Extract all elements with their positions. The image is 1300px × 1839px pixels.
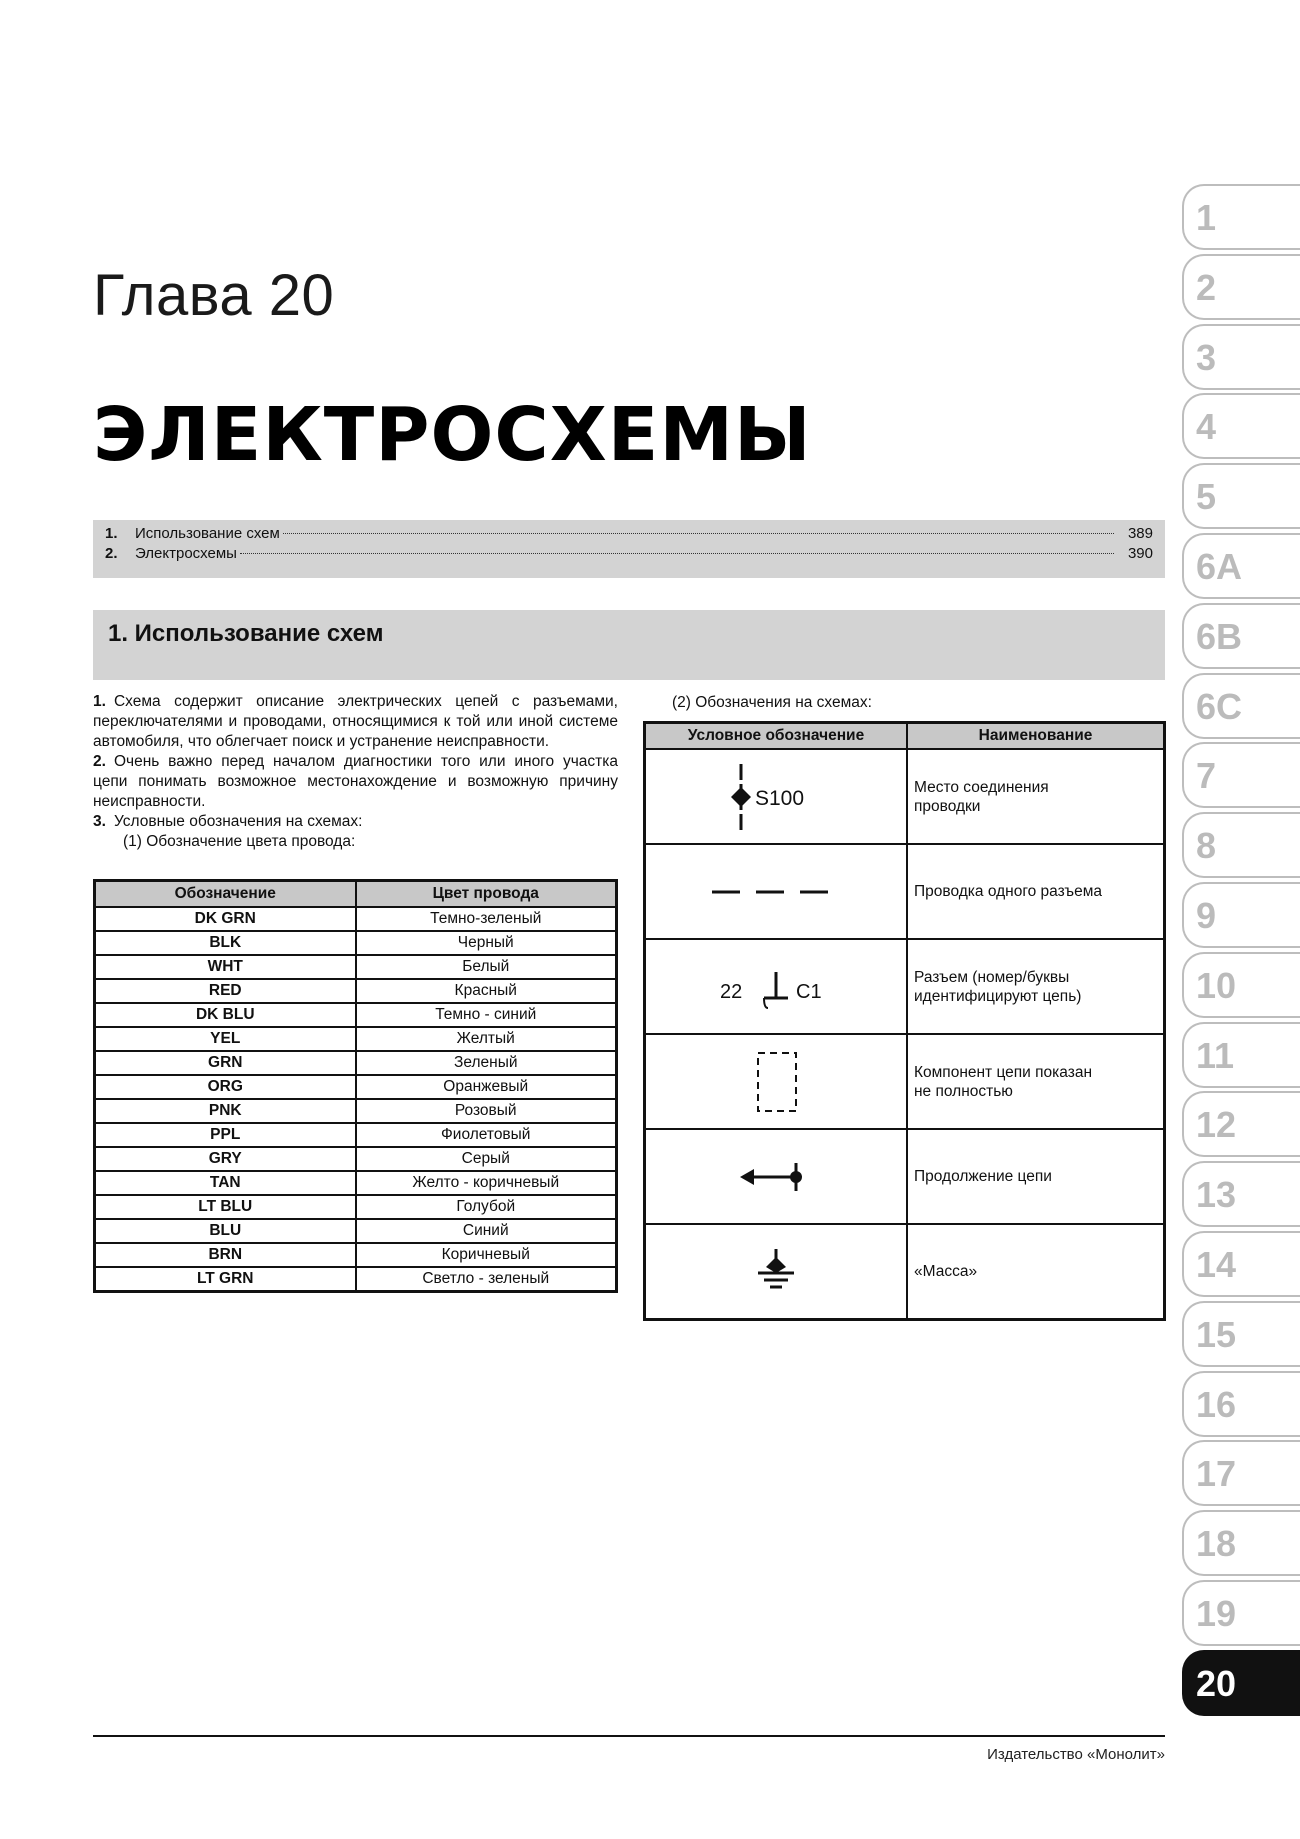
wire-code: RED	[95, 979, 356, 1003]
table-of-contents	[93, 520, 1165, 578]
table-row	[645, 1034, 1165, 1129]
table-row	[645, 1224, 1165, 1320]
toc-title: Использование схем	[135, 525, 280, 542]
table-row	[95, 931, 617, 955]
toc-item[interactable]	[105, 545, 1153, 565]
wire-color: Серый	[356, 1147, 617, 1171]
toc-leader	[240, 553, 1114, 554]
symbol-cell	[645, 1224, 908, 1320]
chapter-tab[interactable]: 2	[1182, 254, 1300, 320]
table-row	[95, 955, 617, 979]
wire-color: Желто - коричневый	[356, 1171, 617, 1195]
wire-code: PPL	[95, 1123, 356, 1147]
table-row	[645, 749, 1165, 844]
column-header: Условное обозначение	[645, 723, 908, 750]
wire-code: YEL	[95, 1027, 356, 1051]
table-row	[95, 1099, 617, 1123]
toc-title: Электросхемы	[135, 545, 237, 562]
name-line: «Масса»	[914, 1263, 978, 1280]
chapter-title: ЭЛЕКТРОСХЕМЫ	[93, 392, 812, 478]
wire-color-table	[93, 879, 618, 1293]
paragraph	[93, 692, 618, 752]
name-line: Проводка одного разъема	[914, 883, 1102, 900]
table-row	[95, 1075, 617, 1099]
splice-icon	[721, 762, 831, 832]
name-line: Компонент цепи показан	[914, 1063, 1093, 1081]
symbol-cell	[645, 1129, 908, 1224]
chapter-tab[interactable]: 5	[1182, 463, 1300, 529]
chapter-tab[interactable]: 18	[1182, 1510, 1300, 1576]
toc-page: 389	[1127, 525, 1153, 542]
name-line: проводки	[914, 797, 981, 815]
paragraph-text: Очень важно перед началом диагностики того или иного участка цепи понимать возможное местонахождение и возможную причину неисправности.	[93, 753, 618, 810]
chapter-tab[interactable]: 19	[1182, 1580, 1300, 1646]
wire-color: Желтый	[356, 1027, 617, 1051]
wire-code: LT BLU	[95, 1195, 356, 1219]
paragraph-number: 1.	[93, 693, 106, 710]
symbol-name	[907, 749, 1165, 844]
wire-code: GRN	[95, 1051, 356, 1075]
symbol-cell	[645, 844, 908, 939]
chapter-tab[interactable]: 9	[1182, 882, 1300, 948]
wire-code: LT GRN	[95, 1267, 356, 1292]
wire-color: Синий	[356, 1219, 617, 1243]
wire-color: Темно - синий	[356, 1003, 617, 1027]
wire-color: Красный	[356, 979, 617, 1003]
chapter-tab[interactable]: 17	[1182, 1440, 1300, 1506]
table-row	[645, 844, 1165, 939]
column-header: Наименование	[907, 723, 1165, 750]
paragraph	[93, 752, 618, 812]
splice-label: S100	[755, 786, 805, 810]
wire-code: TAN	[95, 1171, 356, 1195]
table-row	[95, 1267, 617, 1292]
table-row	[95, 1027, 617, 1051]
wire-code: GRY	[95, 1147, 356, 1171]
toc-leader	[283, 533, 1114, 534]
symbol-cell	[645, 1034, 908, 1129]
table-row	[95, 1171, 617, 1195]
footer-divider	[93, 1735, 1165, 1737]
dashed-wire-icon	[706, 882, 846, 902]
chapter-tab[interactable]: 7	[1182, 742, 1300, 808]
chapter-tab[interactable]: 12	[1182, 1091, 1300, 1157]
column-header: Обозначение	[95, 881, 356, 908]
toc-page: 390	[1127, 545, 1153, 562]
wire-color: Светло - зеленый	[356, 1267, 617, 1292]
chapter-tab[interactable]: 6C	[1182, 673, 1300, 739]
wire-color: Оранжевый	[356, 1075, 617, 1099]
symbol-cell	[645, 939, 908, 1034]
symbol-name	[907, 1224, 1165, 1320]
chapter-tab[interactable]: 10	[1182, 952, 1300, 1018]
wire-color: Коричневый	[356, 1243, 617, 1267]
publisher-name: Издательство «Монолит»	[987, 1746, 1165, 1763]
chapter-tab[interactable]: 13	[1182, 1161, 1300, 1227]
section-heading: 1. Использование схем	[93, 610, 1165, 680]
symbol-cell	[645, 749, 908, 844]
chapter-tab[interactable]: 6B	[1182, 603, 1300, 669]
name-line: Разъем (номер/буквы	[914, 968, 1070, 986]
name-line: Продолжение цепи	[914, 1168, 1052, 1185]
paragraph-text: Схема содержит описание электрических цепей с разъемами, переключателями и проводами, относящимися к той или иной системе автомобиля, что облегчает поиск и устранение неисправности.	[93, 693, 618, 750]
chapter-tab[interactable]: 8	[1182, 812, 1300, 878]
continuation-arrow-icon	[736, 1157, 816, 1197]
chapter-number: Глава 20	[93, 263, 335, 328]
wire-code: BLK	[95, 931, 356, 955]
table-row	[95, 1195, 617, 1219]
chapter-tab[interactable]: 6A	[1182, 533, 1300, 599]
table-row	[95, 1219, 617, 1243]
symbol-name	[907, 1129, 1165, 1224]
symbol-name	[907, 1034, 1165, 1129]
wire-color: Фиолетовый	[356, 1123, 617, 1147]
chapter-tab[interactable]: 15	[1182, 1301, 1300, 1367]
table-row	[95, 979, 617, 1003]
svg-text:22: 22	[720, 980, 743, 1003]
paragraph-number: 2.	[93, 753, 106, 770]
partial-component-icon	[746, 1047, 806, 1117]
table-row	[95, 907, 617, 931]
wire-color: Зеленый	[356, 1051, 617, 1075]
wire-code: DK GRN	[95, 907, 356, 931]
wire-code: PNK	[95, 1099, 356, 1123]
svg-text:C1: C1	[796, 980, 822, 1003]
ground-icon	[751, 1247, 801, 1297]
table-header-row	[645, 723, 1165, 750]
wire-color: Темно-зеленый	[356, 907, 617, 931]
paragraph-text: Условные обозначения на схемах:	[113, 813, 363, 830]
table-header-row	[95, 881, 617, 908]
table-row	[95, 1051, 617, 1075]
chapter-tab[interactable]: 20	[1182, 1650, 1300, 1716]
wire-color: Белый	[356, 955, 617, 979]
chapter-tab[interactable]: 1	[1182, 184, 1300, 250]
wire-code: BLU	[95, 1219, 356, 1243]
table-row	[645, 1129, 1165, 1224]
wire-code: BRN	[95, 1243, 356, 1267]
wire-code: DK BLU	[95, 1003, 356, 1027]
wire-color: Голубой	[356, 1195, 617, 1219]
wire-color: Черный	[356, 931, 617, 955]
chapter-tabs	[1182, 184, 1300, 1720]
body-text	[93, 692, 618, 852]
table-row	[95, 1243, 617, 1267]
paragraph	[93, 812, 618, 832]
sub-caption-left: (1) Обозначение цвета провода:	[123, 833, 356, 850]
table-row	[95, 1147, 617, 1171]
name-line: идентифицируют цепь)	[914, 987, 1082, 1005]
column-header: Цвет провода	[356, 881, 617, 908]
toc-number: 2.	[105, 545, 118, 562]
name-line: не полностью	[914, 1082, 1013, 1100]
table-row	[645, 939, 1165, 1034]
wire-color: Розовый	[356, 1099, 617, 1123]
table-row	[95, 1123, 617, 1147]
toc-number: 1.	[105, 525, 118, 542]
wire-code: WHT	[95, 955, 356, 979]
paragraph-number: 3.	[93, 813, 106, 830]
chapter-tab[interactable]: 11	[1182, 1022, 1300, 1088]
symbol-name	[907, 844, 1165, 939]
chapter-tab[interactable]: 16	[1182, 1371, 1300, 1437]
chapter-tab[interactable]: 4	[1182, 393, 1300, 459]
chapter-tab[interactable]: 3	[1182, 324, 1300, 390]
wire-code: ORG	[95, 1075, 356, 1099]
table-row	[95, 1003, 617, 1027]
chapter-tab[interactable]: 14	[1182, 1231, 1300, 1297]
name-line: Место соединения	[914, 778, 1049, 796]
connector-icon	[716, 962, 836, 1012]
toc-item[interactable]	[105, 525, 1153, 545]
sub-caption-right: (2) Обозначения на схемах:	[672, 694, 872, 711]
symbol-name	[907, 939, 1165, 1034]
symbols-table	[643, 721, 1166, 1321]
